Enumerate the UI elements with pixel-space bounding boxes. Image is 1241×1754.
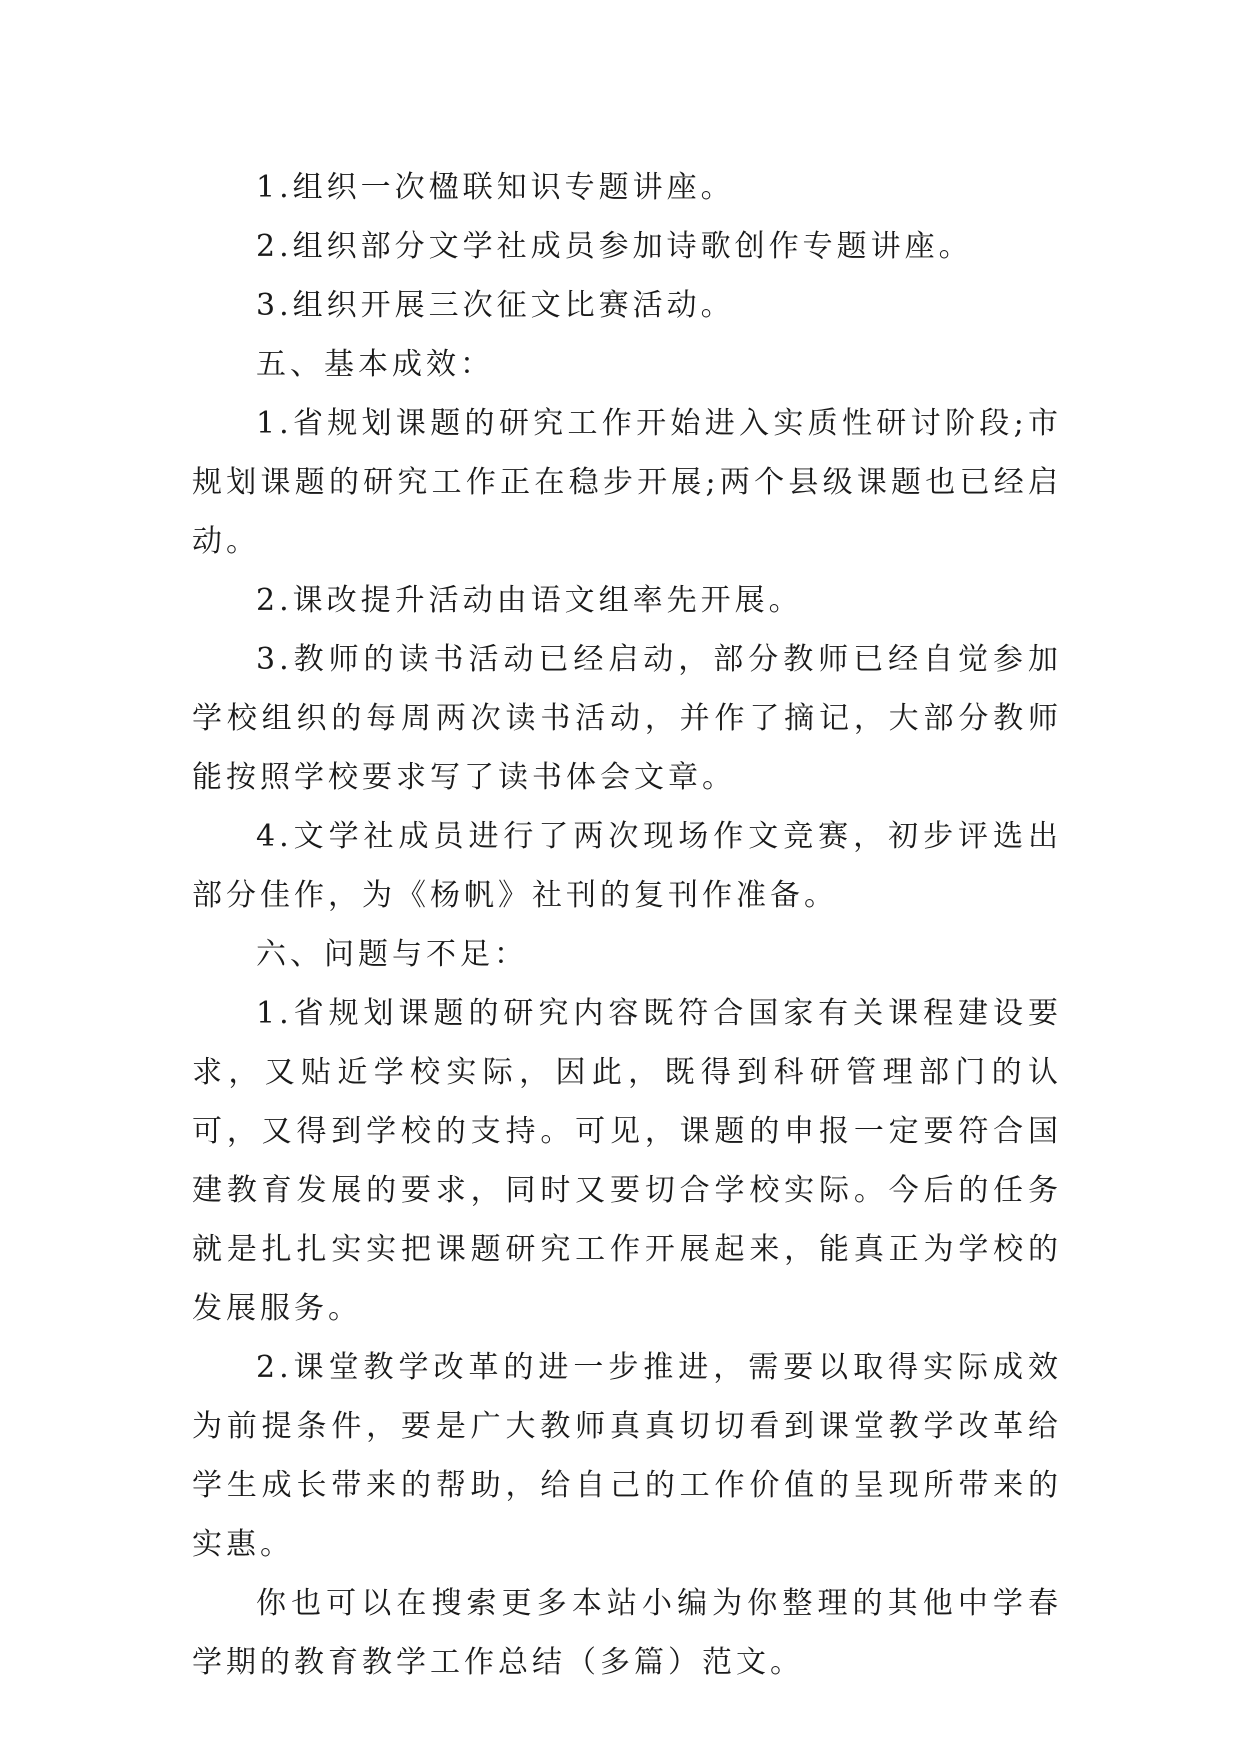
section-heading-results: 五、基本成效： [256, 347, 494, 382]
paragraph-literary-club: 4.文学社成员进行了两次现场作文竞赛，初步评选出部分佳作，为《杨帆》社刊的复刊作准备。 [192, 819, 1062, 913]
section-heading-problems: 六、问题与不足： [256, 937, 528, 972]
paragraph-essay-contests: 3.组织开展三次征文比赛活动。 [256, 288, 735, 323]
paragraph-closing-note: 你也可以在搜索更多本站小编为你整理的其他中学春学期的教育教学工作总结（多篇）范文。 [192, 1586, 1062, 1680]
paragraph-lecture-poetry: 2.组织部分文学社成员参加诗歌创作专题讲座。 [256, 229, 973, 264]
paragraph-reading-activities: 3.教师的读书活动已经启动，部分教师已经自觉参加学校组织的每周两次读书活动，并作了摘记，大部分教师能按照学校要求写了读书体会文章。 [192, 642, 1062, 795]
paragraph-research-projects: 1.省规划课题的研究工作开始进入实质性研讨阶段;市规划课题的研究工作正在稳步开展;两个县级课题也已经启动。 [192, 406, 1062, 559]
document-body [192, 158, 1062, 1692]
paragraph-curriculum-reform: 2.课改提升活动由语文组率先开展。 [256, 583, 803, 618]
paragraph-classroom-reform: 2.课堂教学改革的进一步推进，需要以取得实际成效为前提条件，要是广大教师真真切切看到课堂教学改革给学生成长带来的帮助，给自己的工作价值的呈现所带来的实惠。 [192, 1350, 1062, 1562]
paragraph-research-conclusion: 1.省规划课题的研究内容既符合国家有关课程建设要求，又贴近学校实际，因此，既得到科研管理部门的认可，又得到学校的支持。可见，课题的申报一定要符合国建教育发展的要求，同时又要切合学校实际。今后的任务就是扎扎实实把课题研究工作开展起来，能真正为学校的发展服务。 [192, 996, 1062, 1326]
paragraph-lecture-couplets: 1.组织一次楹联知识专题讲座。 [256, 170, 735, 205]
